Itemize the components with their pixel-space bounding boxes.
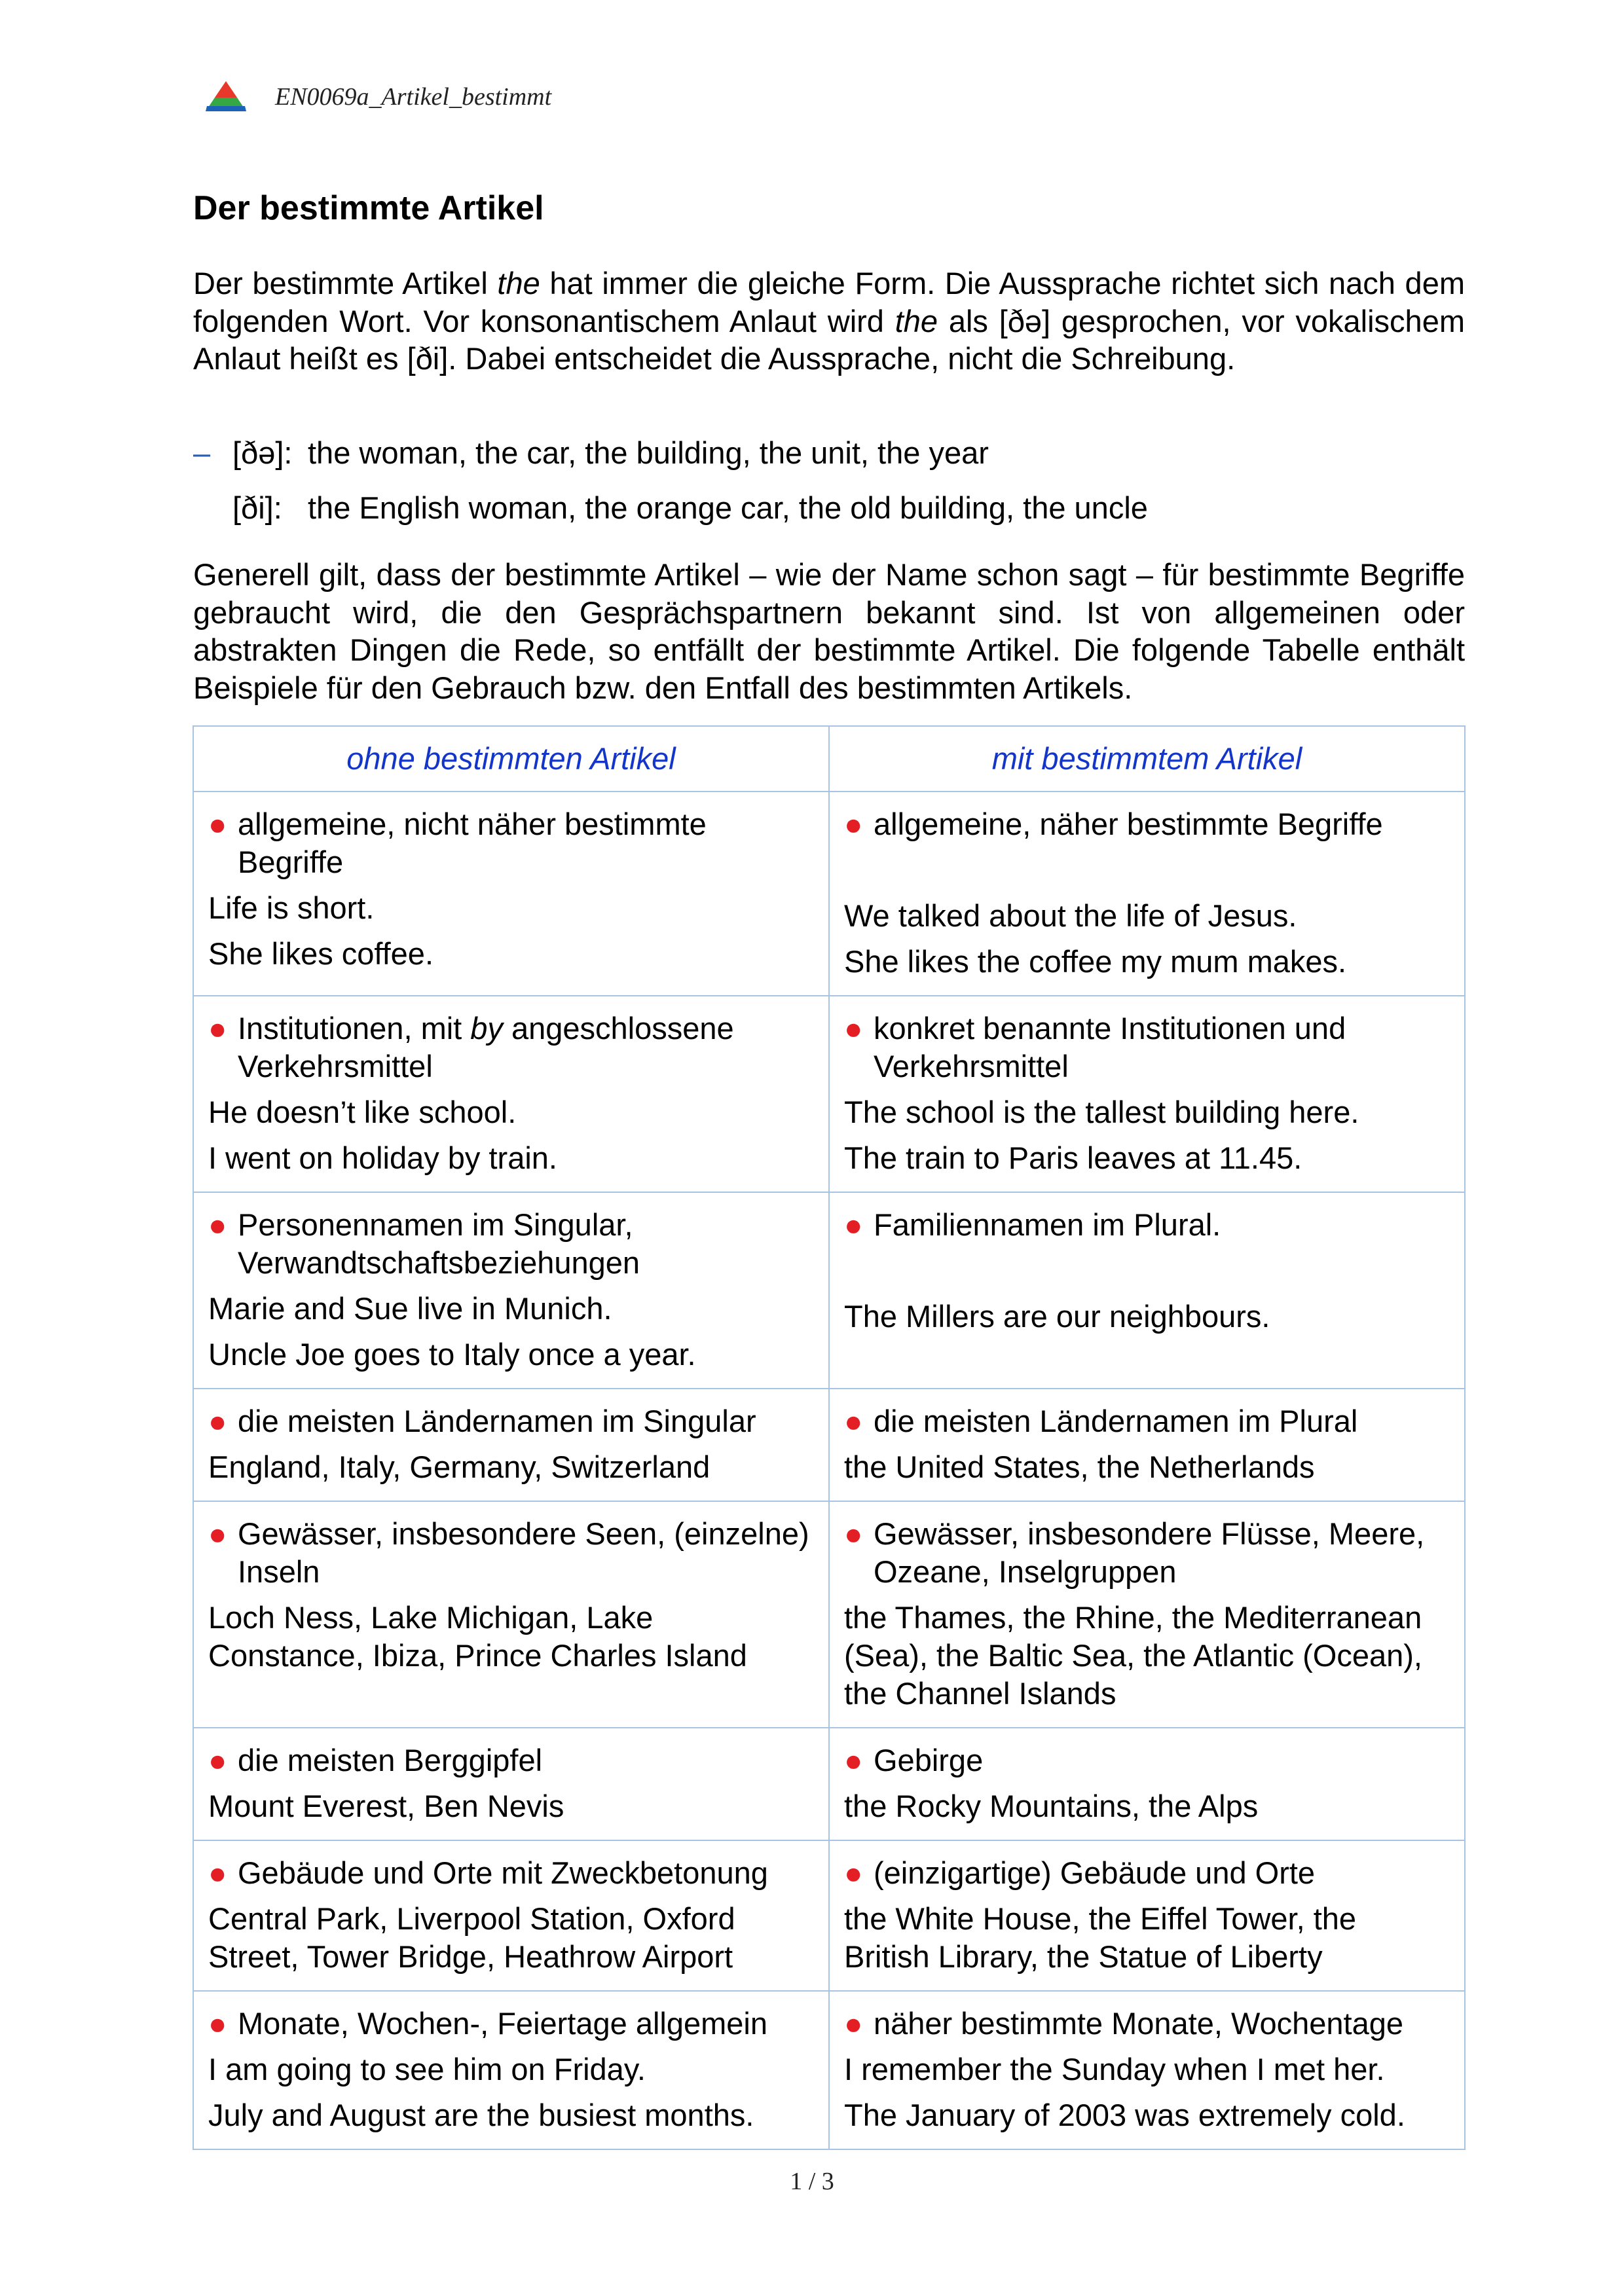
example-sentence: He doesn’t like school. <box>208 1095 517 1129</box>
example-sentence: Life is short. <box>208 890 375 925</box>
category-line <box>844 1515 1450 1591</box>
bullet-icon: ● <box>844 1516 863 1551</box>
category-line <box>844 1206 1450 1244</box>
category-text: Gebäude und Orte mit Zweckbetonung <box>238 1855 768 1890</box>
category-line <box>208 1741 814 1779</box>
table-row <box>193 1728 1465 1840</box>
example-sentence: the White House, the Eiffel Tower, the British Library, the Statue of Liberty <box>844 1901 1357 1974</box>
table-cell-right <box>829 1192 1465 1389</box>
example-sentence: Loch Ness, Lake Michigan, Lake Constance, Ibiza, Prince Charles Island <box>208 1600 747 1673</box>
category-line <box>844 1402 1450 1440</box>
category-text: die meisten Ländernamen im Plural <box>874 1404 1358 1438</box>
category-text: Gewässer, insbesondere Seen, (einzelne) Inseln <box>238 1516 809 1589</box>
phonetic-label: [ðə]: <box>232 435 293 470</box>
category-text: Monate, Wochen-, Feiertage allgemein <box>238 2006 768 2041</box>
table-row <box>193 1192 1465 1389</box>
category-text-part: angeschlossene Verkehrsmittel <box>238 1011 734 1084</box>
category-text: allgemeine, näher bestimmte Begriffe <box>874 807 1383 841</box>
example-sentence: The school is the tallest building here. <box>844 1095 1359 1129</box>
example-text: the woman, the car, the building, the unit, the year <box>308 435 989 470</box>
example-sentence: The Millers are our neighbours. <box>844 1299 1270 1334</box>
example-text: the English woman, the orange car, the old building, the uncle <box>308 490 1148 525</box>
table-cell-left <box>193 1389 829 1501</box>
example-sentence: Uncle Joe goes to Italy once a year. <box>208 1337 696 1372</box>
example-sentence: She likes the coffee my mum makes. <box>844 944 1347 979</box>
table-cell-right <box>829 792 1465 996</box>
table-row <box>193 792 1465 996</box>
bullet-icon: ● <box>208 1207 227 1242</box>
category-text <box>238 1010 814 1085</box>
category-text: allgemeine, nicht näher bestimmte Begriffe <box>238 807 707 879</box>
category-line <box>844 805 1450 843</box>
usage-paragraph: Generell gilt, dass der bestimmte Artikel – wie der Name schon sagt – für bestimmte Begriffe gebraucht wird, die den Gesprächspartnern bekannt sind. Ist von allgemeinen oder abstrakten Dingen die Rede, so entfällt der bestimmte Artikel. Die folgende Tabelle enthält Beispiele für den Gebrauch bzw. den Entfall des bestimmten Artikels. <box>193 557 1465 705</box>
table-cell-left <box>193 1728 829 1840</box>
category-text-part: Institutionen, mit <box>238 1011 471 1046</box>
category-text: näher bestimmte Monate, Wochentage <box>874 2006 1404 2041</box>
example-line-the-vowel <box>193 489 1148 526</box>
category-line <box>208 1515 814 1591</box>
category-text: Familiennamen im Plural. <box>874 1207 1221 1242</box>
table-row <box>193 1501 1465 1728</box>
table-row <box>193 1389 1465 1501</box>
bullet-icon: ● <box>844 1855 863 1890</box>
category-text: Gebirge <box>874 1743 984 1777</box>
bullet-icon: ● <box>208 807 227 841</box>
table-row <box>193 1991 1465 2149</box>
table-cell-left <box>193 996 829 1192</box>
example-sentence: the United States, the Netherlands <box>844 1449 1315 1484</box>
table-cell-left <box>193 792 829 996</box>
example-sentence: I remember the Sunday when I met her. <box>844 2052 1385 2086</box>
example-sentence: We talked about the life of Jesus. <box>844 898 1297 933</box>
article-usage-table <box>193 725 1466 2150</box>
intro-paragraph <box>193 264 1465 378</box>
page-header <box>203 77 551 117</box>
example-sentence: The train to Paris leaves at 11.45. <box>844 1140 1302 1175</box>
bullet-icon: ● <box>844 1207 863 1242</box>
example-sentence: The January of 2003 was extremely cold. <box>844 2098 1405 2132</box>
example-sentence: She likes coffee. <box>208 936 434 971</box>
example-sentence: I went on holiday by train. <box>208 1140 557 1175</box>
category-line <box>208 1854 814 1892</box>
bullet-icon: ● <box>208 1743 227 1777</box>
example-sentence: the Rocky Mountains, the Alps <box>844 1789 1259 1823</box>
table-cell-right <box>829 1840 1465 1991</box>
category-line <box>844 1010 1450 1085</box>
column-header-with-article: mit bestimmtem Artikel <box>829 726 1465 792</box>
category-line <box>208 1206 814 1282</box>
table-cell-right <box>829 996 1465 1192</box>
example-sentence: Central Park, Liverpool Station, Oxford Street, Tower Bridge, Heathrow Airport <box>208 1901 735 1974</box>
bullet-icon: ● <box>208 1516 227 1551</box>
example-line-the-consonant <box>193 434 989 471</box>
category-line <box>208 1010 814 1085</box>
document-id: EN0069a_Artikel_bestimmt <box>275 83 552 111</box>
category-line <box>208 805 814 881</box>
example-sentence: the Thames, the Rhine, the Mediterranean (Sea), the Baltic Sea, the Atlantic (Ocean), the Channel Islands <box>844 1600 1422 1711</box>
bullet-icon: ● <box>208 2006 227 2041</box>
bullet-icon: ● <box>844 1404 863 1438</box>
table-cell-left <box>193 1501 829 1728</box>
example-sentence: Marie and Sue live in Munich. <box>208 1291 612 1326</box>
bullet-icon: ● <box>208 1855 227 1890</box>
table-cell-left <box>193 1192 829 1389</box>
intro-text-3: als [ðə] gesprochen, vor vokalischem Anlaut heißt es [ði]. Dabei entscheidet die Aussprache, nicht die Schreibung. <box>193 303 1465 376</box>
table-cell-left <box>193 1991 829 2149</box>
logo-icon <box>203 80 249 114</box>
category-text: die meisten Ländernamen im Singular <box>238 1404 756 1438</box>
example-sentence: I am going to see him on Friday. <box>208 2052 646 2086</box>
category-line <box>844 1741 1450 1779</box>
table-cell-right <box>829 1728 1465 1840</box>
category-line <box>844 1854 1450 1892</box>
category-line <box>844 2005 1450 2043</box>
intro-text-2: hat immer die gleiche Form. Die Aussprache richtet sich nach dem folgenden Wort. Vor konsonantischem Anlaut wird <box>193 266 1465 338</box>
bullet-icon: ● <box>844 1011 863 1046</box>
page-number: 1 / 3 <box>790 2168 834 2195</box>
example-sentence: July and August are the busiest months. <box>208 2098 754 2132</box>
bullet-icon: ● <box>844 1743 863 1777</box>
intro-text-1: Der bestimmte Artikel <box>193 266 498 301</box>
example-sentence: Mount Everest, Ben Nevis <box>208 1789 564 1823</box>
column-header-without-article: ohne bestimmten Artikel <box>193 726 829 792</box>
intro-the-1: the <box>497 266 540 301</box>
table-row <box>193 996 1465 1192</box>
category-text-italic: by <box>470 1011 503 1046</box>
bullet-icon: ● <box>208 1404 227 1438</box>
example-sentence: England, Italy, Germany, Switzerland <box>208 1449 710 1484</box>
table-row <box>193 1840 1465 1991</box>
dash-marker: – <box>193 435 211 470</box>
bullet-icon: ● <box>208 1011 227 1046</box>
table-cell-right <box>829 1991 1465 2149</box>
category-text: Gewässer, insbesondere Flüsse, Meere, Ozeane, Inselgruppen <box>874 1516 1425 1589</box>
category-text: die meisten Berggipfel <box>238 1743 543 1777</box>
category-text: (einzigartige) Gebäude und Orte <box>874 1855 1316 1890</box>
category-text: Personennamen im Singular, Verwandtschaftsbeziehungen <box>238 1207 640 1280</box>
intro-the-2: the <box>895 303 938 338</box>
category-text: konkret benannte Institutionen und Verkehrsmittel <box>874 1011 1346 1084</box>
page-title: Der bestimmte Artikel <box>193 189 544 227</box>
table-cell-right <box>829 1501 1465 1728</box>
category-line <box>208 1402 814 1440</box>
table-cell-left <box>193 1840 829 1991</box>
category-line <box>208 2005 814 2043</box>
phonetic-label: [ði]: <box>232 490 282 525</box>
table-cell-right <box>829 1389 1465 1501</box>
bullet-icon: ● <box>844 2006 863 2041</box>
dash-marker <box>193 489 232 526</box>
bullet-icon: ● <box>844 807 863 841</box>
